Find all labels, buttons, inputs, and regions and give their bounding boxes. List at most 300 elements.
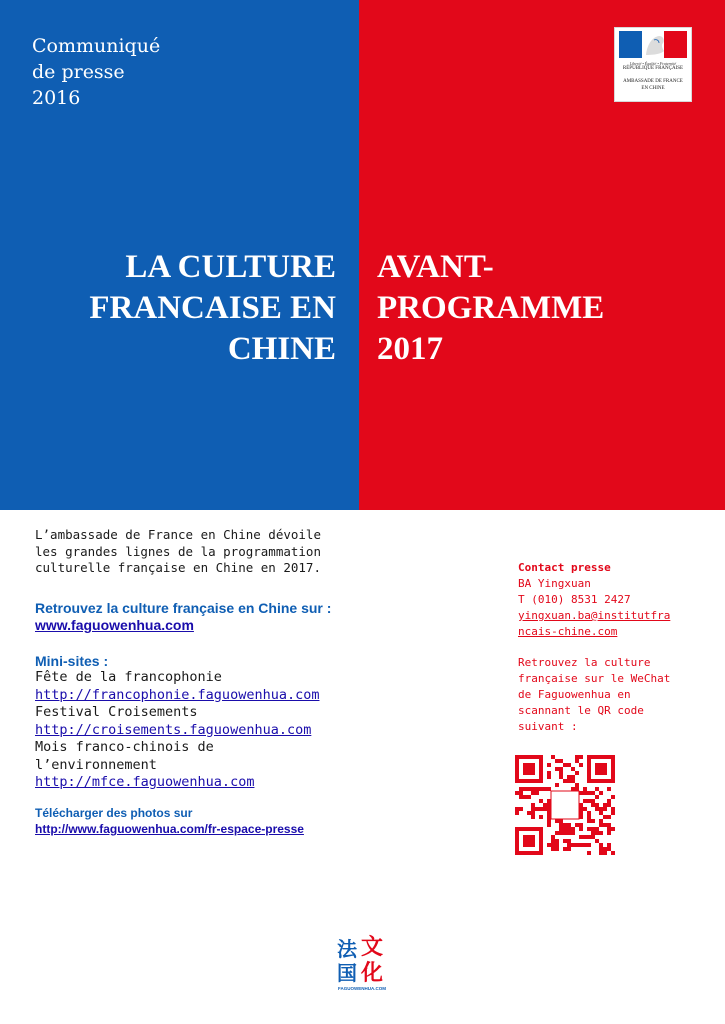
wechat-line: scannant le QR code <box>518 704 644 717</box>
qr-module <box>611 851 615 855</box>
qr-module <box>611 779 615 783</box>
qr-module <box>567 839 571 843</box>
qr-module <box>539 763 543 767</box>
qr-module <box>563 763 567 767</box>
qr-module <box>595 831 599 835</box>
site-name: l’environnement <box>35 756 157 773</box>
logo-embassy-line: AMBASSADE DE FRANCE <box>623 79 683 84</box>
qr-module <box>591 835 595 839</box>
qr-module <box>575 843 579 847</box>
qr-module <box>579 791 583 795</box>
qr-module <box>551 847 555 851</box>
qr-module <box>603 851 607 855</box>
qr-module <box>575 771 579 775</box>
qr-module <box>559 759 563 763</box>
qr-module <box>519 807 523 811</box>
email-line: ncais-chine.com <box>518 625 618 638</box>
qr-module <box>595 755 599 759</box>
qr-module <box>603 779 607 783</box>
qr-module <box>527 755 531 759</box>
logo-embassy-line: EN CHINE <box>641 86 665 91</box>
qr-module <box>595 779 599 783</box>
qr-module <box>515 759 519 763</box>
site-link-croisements[interactable]: http://croisements.faguowenhua.com <box>35 721 312 738</box>
qr-module <box>591 831 595 835</box>
qr-module <box>579 823 583 827</box>
title-line: 2017 <box>377 331 443 367</box>
qr-center-logo <box>551 791 579 819</box>
site-name: Mois franco-chinois de <box>35 739 214 755</box>
qr-module <box>571 775 575 779</box>
qr-module <box>603 823 607 827</box>
qr-module <box>519 791 523 795</box>
main-site-link[interactable]: www.faguowenhua.com <box>35 617 194 633</box>
press-line: de presse <box>32 61 125 83</box>
qr-module <box>547 803 551 807</box>
qr-module <box>527 851 531 855</box>
qr-module <box>531 843 535 847</box>
qr-module <box>571 787 575 791</box>
qr-module <box>587 763 591 767</box>
qr-module <box>587 775 591 779</box>
qr-module <box>539 767 543 771</box>
qr-module <box>555 831 559 835</box>
qr-module <box>579 755 583 759</box>
logo-char: 法 <box>337 937 357 961</box>
qr-module <box>547 823 551 827</box>
qr-module <box>599 807 603 811</box>
title-line: PROGRAMME <box>377 290 605 326</box>
qr-module <box>519 795 523 799</box>
qr-module <box>559 819 563 823</box>
qr-module <box>611 767 615 771</box>
qr-module <box>547 771 551 775</box>
qr-module <box>515 847 519 851</box>
qr-module <box>563 847 567 851</box>
qr-module <box>519 851 523 855</box>
qr-module <box>571 843 575 847</box>
qr-module <box>527 843 531 847</box>
qr-module <box>515 775 519 779</box>
qr-module <box>527 767 531 771</box>
qr-module <box>595 787 599 791</box>
photos-link[interactable]: http://www.faguowenhua.com/fr-espace-presse <box>35 822 304 836</box>
intro-line: L’ambassade de France en Chine dévoile <box>35 527 321 542</box>
qr-module <box>531 755 535 759</box>
qr-module <box>599 819 603 823</box>
qr-module <box>587 815 591 819</box>
qr-module <box>599 771 603 775</box>
qr-module <box>523 827 527 831</box>
email-line: yingxuan.ba@institutfra <box>518 609 671 622</box>
qr-module <box>515 827 519 831</box>
qr-module <box>535 791 539 795</box>
qr-module <box>559 771 563 775</box>
qr-module <box>579 815 583 819</box>
qr-module <box>607 847 611 851</box>
site-name: Fête de la francophonie <box>35 669 222 685</box>
qr-module <box>603 767 607 771</box>
qr-module <box>579 843 583 847</box>
qr-module <box>587 791 591 795</box>
qr-module <box>591 779 595 783</box>
qr-module <box>599 811 603 815</box>
qr-module <box>559 823 563 827</box>
qr-module <box>599 755 603 759</box>
qr-module <box>599 763 603 767</box>
contact-phone: T (010) 8531 2427 <box>518 593 631 606</box>
qr-module <box>523 839 527 843</box>
qr-module <box>547 799 551 803</box>
qr-module <box>603 771 607 775</box>
qr-module <box>595 771 599 775</box>
qr-module <box>535 755 539 759</box>
logo-motto: Liberté • Égalité • Fraternité <box>629 61 677 66</box>
retrouvez-label: Retrouvez la culture française en Chine sur : <box>35 600 332 616</box>
wechat-line: française sur le WeChat <box>518 672 671 685</box>
qr-module <box>591 755 595 759</box>
qr-module <box>595 839 599 843</box>
qr-module <box>611 755 615 759</box>
qr-module <box>539 835 543 839</box>
qr-module <box>527 771 531 775</box>
qr-module <box>583 791 587 795</box>
minisites-label: Mini-sites : <box>35 653 109 669</box>
qr-module <box>599 851 603 855</box>
qr-module <box>523 851 527 855</box>
qr-module <box>531 851 535 855</box>
qr-module <box>567 827 571 831</box>
qr-module <box>519 779 523 783</box>
qr-module <box>563 779 567 783</box>
qr-module <box>563 827 567 831</box>
press-contact <box>518 560 698 640</box>
qr-module <box>595 795 599 799</box>
qr-module <box>571 831 575 835</box>
qr-module <box>587 835 591 839</box>
qr-module <box>531 767 535 771</box>
qr-module <box>571 779 575 783</box>
qr-module <box>607 787 611 791</box>
intro-line: les grandes lignes de la programmation <box>35 543 321 559</box>
qr-module <box>607 815 611 819</box>
title-line: AVANT- <box>377 249 494 285</box>
qr-module <box>603 807 607 811</box>
qr-module <box>599 779 603 783</box>
qr-module <box>575 783 579 787</box>
wechat-qr-code-icon <box>513 752 617 858</box>
qr-module <box>603 815 607 819</box>
qr-module <box>531 791 535 795</box>
qr-module <box>563 823 567 827</box>
qr-module <box>555 843 559 847</box>
qr-module <box>531 811 535 815</box>
qr-module <box>547 815 551 819</box>
qr-module <box>539 779 543 783</box>
qr-module <box>559 827 563 831</box>
qr-module <box>523 843 527 847</box>
qr-module <box>587 767 591 771</box>
qr-module <box>523 835 527 839</box>
logo-embassy <box>617 78 689 92</box>
contact-email-link[interactable] <box>518 608 698 640</box>
qr-module <box>587 811 591 815</box>
qr-module <box>523 787 527 791</box>
qr-module <box>607 827 611 831</box>
qr-module <box>515 767 519 771</box>
qr-module <box>539 775 543 779</box>
qr-module <box>523 755 527 759</box>
qr-module <box>539 755 543 759</box>
logo-republic: RÉPUBLIQUE FRANÇAISE <box>622 66 684 71</box>
qr-module <box>515 839 519 843</box>
qr-module <box>527 795 531 799</box>
qr-module <box>611 763 615 767</box>
qr-module <box>523 795 527 799</box>
qr-module <box>587 799 591 803</box>
qr-module <box>555 767 559 771</box>
qr-module <box>531 827 535 831</box>
main-title-right <box>377 247 717 370</box>
qr-module <box>559 775 563 779</box>
qr-module <box>515 791 519 795</box>
qr-module <box>539 815 543 819</box>
qr-module <box>531 787 535 791</box>
qr-module <box>547 787 551 791</box>
minisites-list <box>35 669 365 792</box>
qr-module <box>539 851 543 855</box>
qr-module <box>547 811 551 815</box>
qr-module <box>599 847 603 851</box>
title-line: FRANCAISE EN <box>89 290 336 326</box>
qr-module <box>551 755 555 759</box>
embassy-logo <box>614 27 692 102</box>
qr-module <box>523 767 527 771</box>
logo-char: 国 <box>337 961 357 985</box>
qr-module <box>555 847 559 851</box>
qr-module <box>555 759 559 763</box>
qr-module <box>575 823 579 827</box>
qr-module <box>611 771 615 775</box>
main-title-left <box>40 247 336 370</box>
qr-module <box>583 807 587 811</box>
qr-module <box>567 843 571 847</box>
qr-module <box>575 787 579 791</box>
intro-paragraph <box>35 527 365 577</box>
qr-module <box>587 755 591 759</box>
wechat-line: Retrouvez la culture <box>518 656 651 669</box>
qr-module <box>579 803 583 807</box>
qr-module <box>547 763 551 767</box>
qr-module <box>539 847 543 851</box>
qr-module <box>515 771 519 775</box>
qr-module <box>567 779 571 783</box>
intro-line: culturelle française en Chine en 2017. <box>35 560 321 575</box>
qr-module <box>579 835 583 839</box>
qr-module <box>527 779 531 783</box>
qr-module <box>547 807 551 811</box>
qr-module <box>587 827 591 831</box>
qr-module <box>531 835 535 839</box>
contact-title: Contact presse <box>518 561 611 574</box>
qr-module <box>611 775 615 779</box>
photos-label: Télécharger des photos sur <box>35 806 193 820</box>
qr-module <box>531 803 535 807</box>
qr-module <box>575 759 579 763</box>
qr-module <box>535 827 539 831</box>
qr-module <box>551 843 555 847</box>
qr-module <box>587 819 591 823</box>
qr-module <box>515 779 519 783</box>
qr-module <box>535 779 539 783</box>
qr-module <box>599 843 603 847</box>
qr-module <box>531 763 535 767</box>
qr-module <box>583 787 587 791</box>
qr-module <box>595 827 599 831</box>
qr-module <box>555 839 559 843</box>
qr-module <box>595 803 599 807</box>
qr-module <box>607 823 611 827</box>
qr-module <box>527 835 531 839</box>
qr-module <box>579 811 583 815</box>
wechat-line: de Faguowenhua en <box>518 688 631 701</box>
qr-module <box>591 799 595 803</box>
qr-module <box>579 763 583 767</box>
qr-module <box>591 791 595 795</box>
qr-module <box>567 763 571 767</box>
qr-module <box>535 807 539 811</box>
press-line: Communiqué <box>32 35 161 57</box>
qr-module <box>519 787 523 791</box>
qr-module <box>547 819 551 823</box>
qr-module <box>567 847 571 851</box>
qr-module <box>515 755 519 759</box>
qr-module <box>567 831 571 835</box>
qr-module <box>539 839 543 843</box>
qr-module <box>515 835 519 839</box>
qr-module <box>547 843 551 847</box>
title-line: CHINE <box>227 331 336 367</box>
qr-module <box>519 755 523 759</box>
qr-module <box>587 843 591 847</box>
qr-module <box>543 807 547 811</box>
qr-module <box>603 847 607 851</box>
qr-module <box>547 775 551 779</box>
qr-module <box>531 807 535 811</box>
qr-module <box>551 839 555 843</box>
qr-module <box>515 763 519 767</box>
qr-module <box>603 763 607 767</box>
qr-module <box>603 803 607 807</box>
qr-module <box>595 807 599 811</box>
qr-module <box>607 803 611 807</box>
qr-module <box>567 823 571 827</box>
qr-module <box>559 831 563 835</box>
qr-module <box>563 839 567 843</box>
qr-module <box>599 831 603 835</box>
logo-char: 化 <box>361 961 384 986</box>
qr-module <box>591 803 595 807</box>
qr-module <box>527 827 531 831</box>
qr-module <box>539 787 543 791</box>
qr-module <box>611 795 615 799</box>
qr-module <box>595 763 599 767</box>
qr-module <box>551 835 555 839</box>
qr-module <box>531 815 535 819</box>
qr-module <box>531 839 535 843</box>
qr-module <box>599 791 603 795</box>
qr-module <box>575 755 579 759</box>
qr-module <box>571 827 575 831</box>
qr-module <box>611 827 615 831</box>
site-name: Festival Croisements <box>35 704 198 720</box>
qr-module <box>531 771 535 775</box>
qr-module <box>591 819 595 823</box>
qr-module <box>527 811 531 815</box>
qr-module <box>607 831 611 835</box>
qr-module <box>531 779 535 783</box>
qr-module <box>543 787 547 791</box>
title-line: LA CULTURE <box>125 249 336 285</box>
press-year: 2016 <box>32 87 81 109</box>
qr-module <box>607 799 611 803</box>
wechat-line: suivant : <box>518 720 578 733</box>
header-banner <box>0 0 725 510</box>
qr-module <box>515 807 519 811</box>
wechat-note <box>518 655 698 735</box>
qr-module <box>539 807 543 811</box>
qr-module <box>539 827 543 831</box>
qr-module <box>587 759 591 763</box>
logo-char: 文 <box>361 935 384 960</box>
qr-module <box>539 759 543 763</box>
qr-module <box>523 779 527 783</box>
qr-module <box>527 763 531 767</box>
press-release-label <box>32 33 160 111</box>
qr-module <box>599 767 603 771</box>
qr-module <box>535 851 539 855</box>
qr-module <box>515 843 519 847</box>
qr-module <box>583 799 587 803</box>
site-link-francophonie[interactable]: http://francophonie.faguowenhua.com <box>35 686 320 703</box>
qr-module <box>555 819 559 823</box>
qr-module <box>579 827 583 831</box>
qr-module <box>583 843 587 847</box>
qr-module <box>515 811 519 815</box>
qr-module <box>583 835 587 839</box>
qr-module <box>603 755 607 759</box>
qr-module <box>607 843 611 847</box>
qr-module <box>595 767 599 771</box>
qr-module <box>527 787 531 791</box>
qr-module <box>515 831 519 835</box>
qr-module <box>555 783 559 787</box>
qr-module <box>523 771 527 775</box>
contact-name: BA Yingxuan <box>518 577 591 590</box>
qr-module <box>539 799 543 803</box>
site-link-mfce[interactable]: http://mfce.faguowenhua.com <box>35 774 255 790</box>
marianne-flag-icon <box>619 31 687 58</box>
qr-module <box>599 823 603 827</box>
qr-module <box>587 779 591 783</box>
qr-module <box>611 759 615 763</box>
faguowenhua-logo-text: FAGUOWENHUA.COM <box>338 986 386 991</box>
qr-module <box>563 831 567 835</box>
qr-module <box>543 803 547 807</box>
qr-module <box>567 775 571 779</box>
qr-module <box>607 779 611 783</box>
qr-module <box>587 771 591 775</box>
